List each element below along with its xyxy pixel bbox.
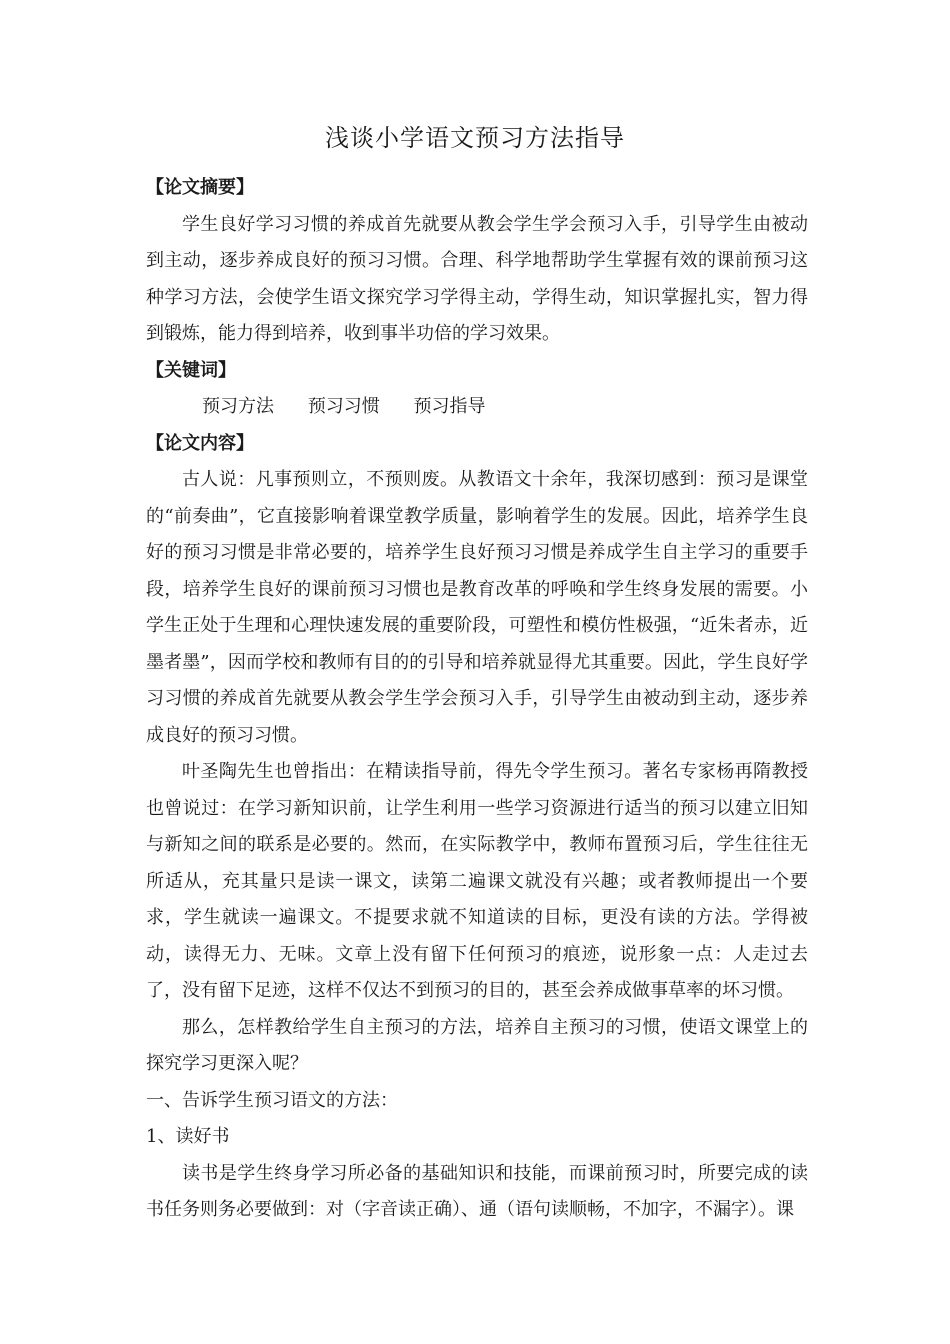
keywords-list — [146, 389, 808, 426]
document-body — [146, 170, 808, 1229]
content-paragraph: 读书是学生终身学习所必备的基础知识和技能，而课前预习时，所要完成的读书任务则务必要做到：对（字音读正确）、通（语句读顺畅，不加字，不漏字）。课 — [146, 1162, 808, 1220]
content-paragraph: 古人说：凡事预则立，不预则废。从教语文十余年，我深切感到：预习是课堂的“前奏曲”，它直接影响着课堂教学质量，影响着学生的发展。因此，培养学生良好的预习习惯是非常必要的，培养学生良好预习习惯是养成学生自主学习的重要手段，培养学生良好的课前预习习惯也是教育改革的呼唤和学生终身发展的需要。小学生正处于生理和心理快速发展的重要阶段，可塑性和模仿性极强，“近朱者赤，近墨者墨”，因而学校和教师有目的的引导和培养就显得尤其重要。因此，学生良好学习习惯的养成首先就要从教会学生学会预习入手，引导学生由被动到主动，逐步养成良好的预习习惯。 — [146, 469, 808, 746]
section-heading: 一、告诉学生预习语文的方法： — [146, 1089, 398, 1111]
abstract-paragraph: 学生良好学习习惯的养成首先就要从教会学生学会预习入手，引导学生由被动到主动，逐步养成良好的预习习惯。合理、科学地帮助学生掌握有效的课前预习这种学习方法，会使学生语文探究学习学得主动，学得生动，知识掌握扎实，智力得到锻炼，能力得到培养，收到事半功倍的学习效果。 — [146, 213, 808, 344]
keywords-heading: 【关键词】 — [146, 359, 236, 381]
subsection-heading: 1、读好书 — [146, 1126, 230, 1147]
page-title: 浅谈小学语文预习方法指导 — [325, 124, 625, 152]
keyword-item: 预习指导 — [413, 396, 486, 417]
keyword-item: 预习习惯 — [307, 396, 380, 417]
content-heading: 【论文内容】 — [146, 432, 254, 454]
abstract-heading: 【论文摘要】 — [146, 177, 254, 198]
content-paragraph: 叶圣陶先生也曾指出：在精读指导前，得先令学生预习。著名专家杨再隋教授也曾说过：在学习新知识前，让学生利用一些学习资源进行适当的预习以建立旧知与新知之间的联系是必要的。然而，在实际教学中，教师布置预习后，学生往往无所适从，充其量只是读一课文，读第二遍课文就没有兴趣；或者教师提出一个要求，学生就读一遍课文。不提要求就不知道读的目标，更没有读的方法。学得被动，读得无力、无味。文章上没有留下任何预习的痕迹，说形象一点：人走过去了，没有留下足迹，这样不仅达不到预习的目的，甚至会养成做事草率的坏习惯。 — [146, 761, 808, 1001]
keyword-item: 预习方法 — [202, 396, 274, 417]
content-paragraph: 那么，怎样教给学生自主预习的方法，培养自主预习的习惯，使语文课堂上的探究学习更深入呢？ — [146, 1016, 808, 1074]
